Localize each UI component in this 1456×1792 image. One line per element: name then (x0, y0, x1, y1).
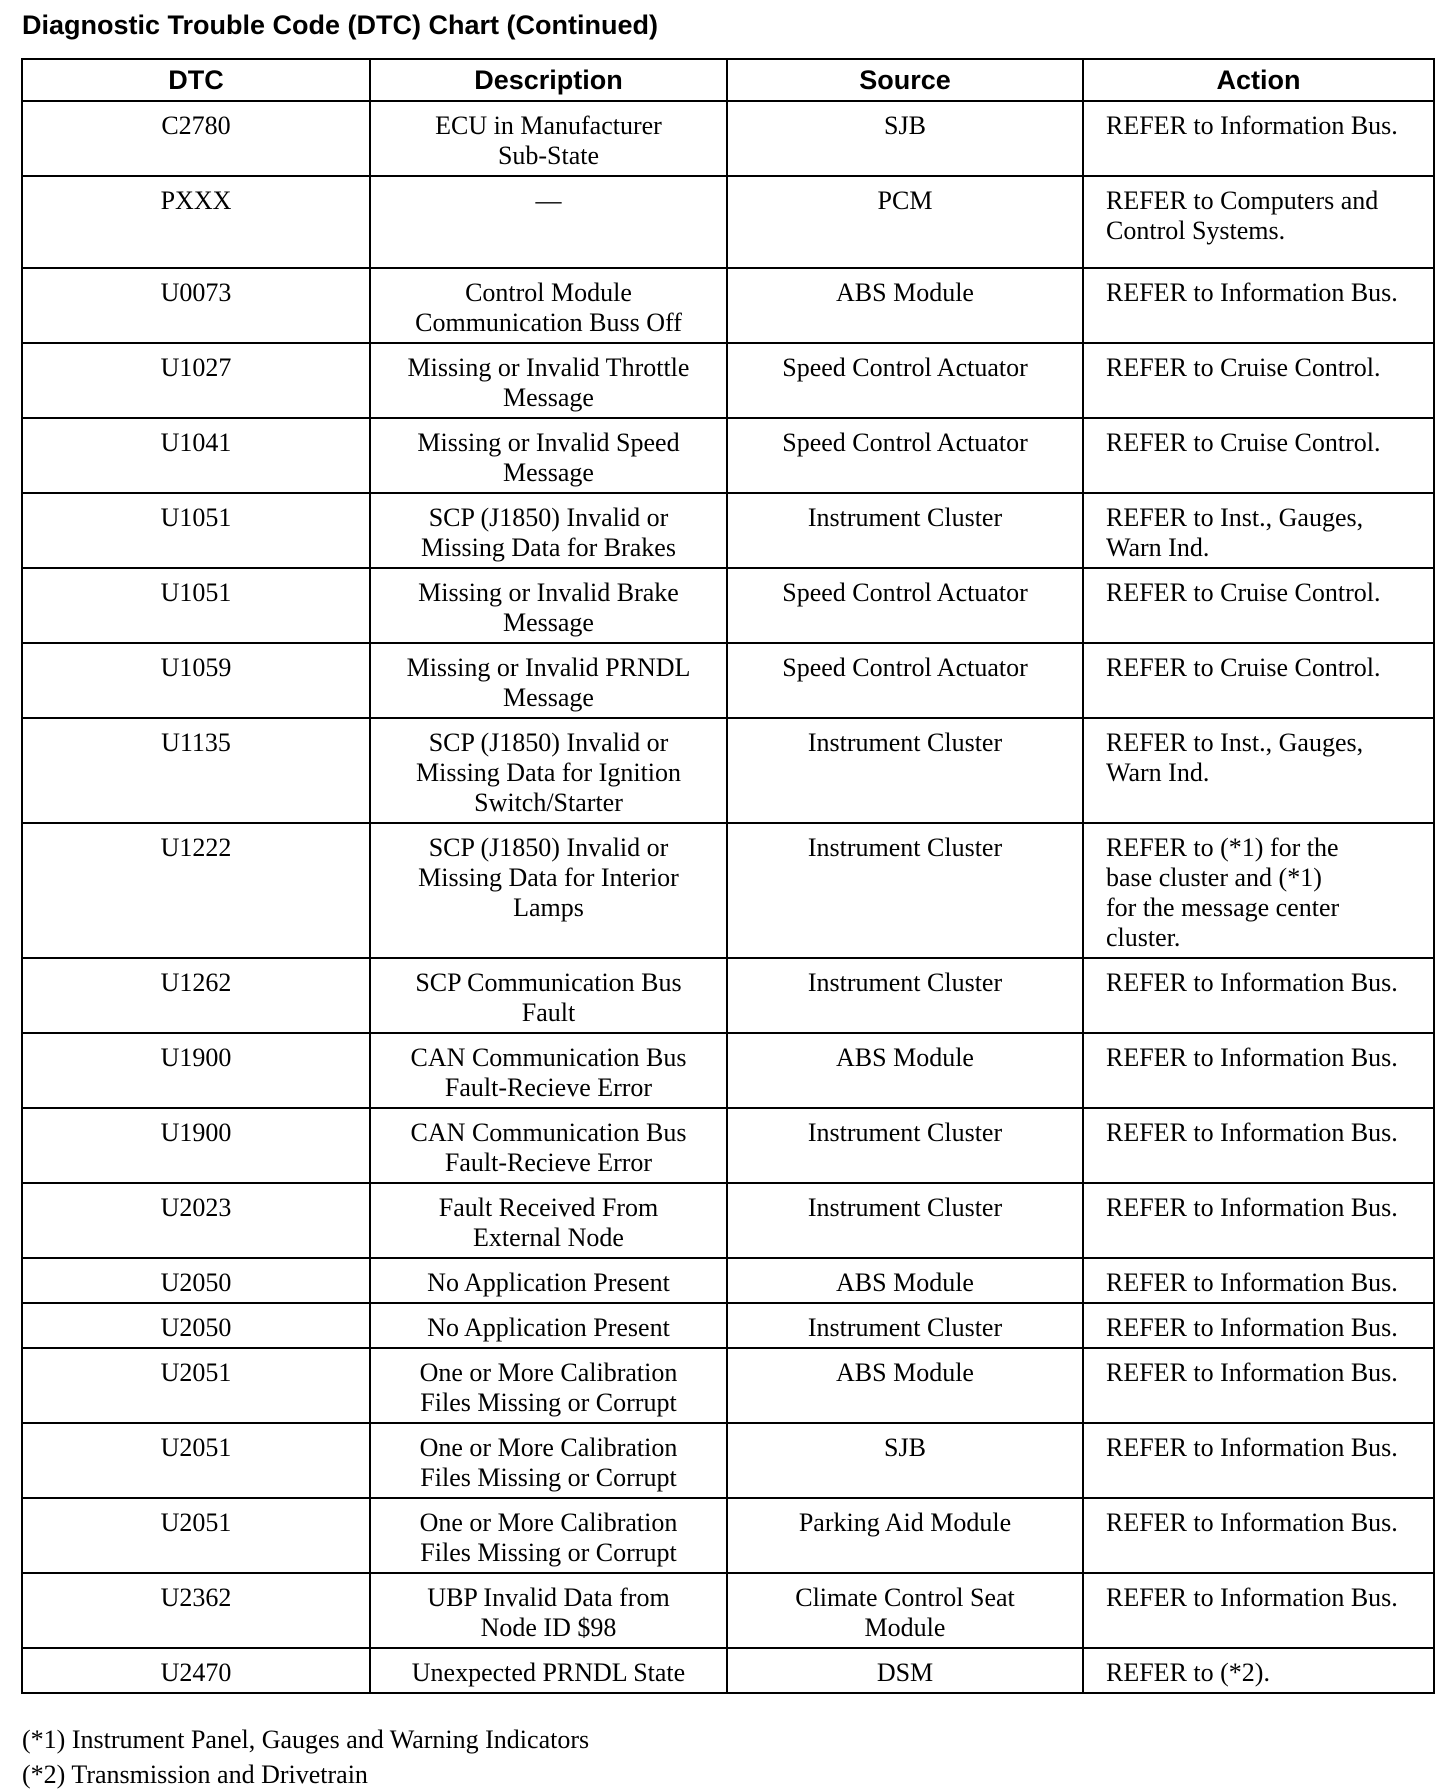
header-dtc: DTC (22, 59, 370, 101)
header-description: Description (370, 59, 727, 101)
dtc-cell: U2051 (22, 1348, 370, 1423)
source-cell: Instrument Cluster (727, 493, 1083, 568)
description-cell: Unexpected PRNDL State (370, 1648, 727, 1693)
dtc-cell: C2780 (22, 101, 370, 176)
description-cell: CAN Communication Bus Fault-Recieve Error (370, 1033, 727, 1108)
dtc-cell: U1262 (22, 958, 370, 1033)
table-row (22, 268, 1434, 343)
action-cell: REFER to Information Bus. (1083, 1183, 1434, 1258)
action-cell: REFER to (*1) for the base cluster and (*1) for the message center cluster. (1083, 823, 1434, 958)
action-cell: REFER to Information Bus. (1083, 1573, 1434, 1648)
action-cell: REFER to Cruise Control. (1083, 643, 1434, 718)
description-cell: One or More Calibration Files Missing or Corrupt (370, 1348, 727, 1423)
dtc-cell: U0073 (22, 268, 370, 343)
description-cell: ECU in Manufacturer Sub-State (370, 101, 727, 176)
action-cell: REFER to Inst., Gauges, Warn Ind. (1083, 718, 1434, 823)
table-row (22, 1648, 1434, 1693)
source-cell: SJB (727, 1423, 1083, 1498)
table-row (22, 493, 1434, 568)
dtc-table (21, 58, 1435, 1694)
source-cell: Instrument Cluster (727, 1108, 1083, 1183)
table-row (22, 1033, 1434, 1108)
description-cell: SCP (J1850) Invalid or Missing Data for Ignition Switch/Starter (370, 718, 727, 823)
source-cell: Speed Control Actuator (727, 343, 1083, 418)
footnotes (22, 1722, 589, 1792)
source-cell: Instrument Cluster (727, 958, 1083, 1033)
dtc-cell: U2470 (22, 1648, 370, 1693)
source-cell: ABS Module (727, 268, 1083, 343)
table-row (22, 718, 1434, 823)
table-row (22, 958, 1434, 1033)
table-row (22, 823, 1434, 958)
action-cell: REFER to Inst., Gauges, Warn Ind. (1083, 493, 1434, 568)
footnote-1: (*1) Instrument Panel, Gauges and Warning Indicators (22, 1725, 590, 1754)
source-cell: Climate Control Seat Module (727, 1573, 1083, 1648)
description-cell: Control Module Communication Buss Off (370, 268, 727, 343)
action-cell: REFER to Cruise Control. (1083, 568, 1434, 643)
source-cell: ABS Module (727, 1033, 1083, 1108)
table-row (22, 1303, 1434, 1348)
description-cell: No Application Present (370, 1303, 727, 1348)
table-row (22, 1498, 1434, 1573)
description-cell: Missing or Invalid Brake Message (370, 568, 727, 643)
table-row (22, 1108, 1434, 1183)
dtc-cell: U2051 (22, 1423, 370, 1498)
source-cell: Instrument Cluster (727, 1183, 1083, 1258)
description-cell: CAN Communication Bus Fault-Recieve Error (370, 1108, 727, 1183)
table-row (22, 343, 1434, 418)
description-cell: SCP Communication Bus Fault (370, 958, 727, 1033)
dtc-cell: U1135 (22, 718, 370, 823)
source-cell: ABS Module (727, 1348, 1083, 1423)
table-row (22, 1348, 1434, 1423)
description-cell: SCP (J1850) Invalid or Missing Data for Brakes (370, 493, 727, 568)
dtc-cell: PXXX (22, 176, 370, 268)
dtc-cell: U2362 (22, 1573, 370, 1648)
action-cell: REFER to Information Bus. (1083, 101, 1434, 176)
source-cell: Speed Control Actuator (727, 568, 1083, 643)
page-title: Diagnostic Trouble Code (DTC) Chart (Continued) (22, 10, 658, 40)
description-cell: No Application Present (370, 1258, 727, 1303)
description-cell: — (370, 176, 727, 268)
action-cell: REFER to Information Bus. (1083, 1303, 1434, 1348)
dtc-cell: U1222 (22, 823, 370, 958)
dtc-cell: U1059 (22, 643, 370, 718)
source-cell: Instrument Cluster (727, 823, 1083, 958)
source-cell: PCM (727, 176, 1083, 268)
action-cell: REFER to Information Bus. (1083, 1258, 1434, 1303)
source-cell: SJB (727, 101, 1083, 176)
action-cell: REFER to Information Bus. (1083, 1033, 1434, 1108)
dtc-cell: U2050 (22, 1303, 370, 1348)
description-cell: Missing or Invalid Throttle Message (370, 343, 727, 418)
source-cell: Instrument Cluster (727, 718, 1083, 823)
table-row (22, 643, 1434, 718)
source-cell: DSM (727, 1648, 1083, 1693)
action-cell: REFER to Cruise Control. (1083, 418, 1434, 493)
description-cell: One or More Calibration Files Missing or Corrupt (370, 1498, 727, 1573)
source-cell: Instrument Cluster (727, 1303, 1083, 1348)
table-row (22, 101, 1434, 176)
action-cell: REFER to Information Bus. (1083, 268, 1434, 343)
footnote-2: (*2) Transmission and Drivetrain (22, 1760, 368, 1789)
table-row (22, 1183, 1434, 1258)
source-cell: Speed Control Actuator (727, 418, 1083, 493)
header-source: Source (727, 59, 1083, 101)
description-cell: Missing or Invalid PRNDL Message (370, 643, 727, 718)
action-cell: REFER to Information Bus. (1083, 1498, 1434, 1573)
dtc-cell: U2023 (22, 1183, 370, 1258)
description-cell: UBP Invalid Data from Node ID $98 (370, 1573, 727, 1648)
action-cell: REFER to (*2). (1083, 1648, 1434, 1693)
dtc-cell: U2050 (22, 1258, 370, 1303)
table-header-row (22, 59, 1434, 101)
description-cell: SCP (J1850) Invalid or Missing Data for Interior Lamps (370, 823, 727, 958)
table-row (22, 568, 1434, 643)
dtc-cell: U1041 (22, 418, 370, 493)
dtc-cell: U1027 (22, 343, 370, 418)
dtc-cell: U1051 (22, 493, 370, 568)
dtc-cell: U1900 (22, 1108, 370, 1183)
action-cell: REFER to Cruise Control. (1083, 343, 1434, 418)
dtc-cell: U1900 (22, 1033, 370, 1108)
source-cell: Speed Control Actuator (727, 643, 1083, 718)
table-row (22, 1573, 1434, 1648)
dtc-cell: U1051 (22, 568, 370, 643)
action-cell: REFER to Information Bus. (1083, 1423, 1434, 1498)
table-row (22, 1258, 1434, 1303)
description-cell: Missing or Invalid Speed Message (370, 418, 727, 493)
action-cell: REFER to Information Bus. (1083, 1108, 1434, 1183)
description-cell: One or More Calibration Files Missing or Corrupt (370, 1423, 727, 1498)
action-cell: REFER to Information Bus. (1083, 958, 1434, 1033)
table-row (22, 176, 1434, 268)
source-cell: Parking Aid Module (727, 1498, 1083, 1573)
table-row (22, 1423, 1434, 1498)
dtc-cell: U2051 (22, 1498, 370, 1573)
action-cell: REFER to Computers and Control Systems. (1083, 176, 1434, 268)
header-action: Action (1083, 59, 1434, 101)
action-cell: REFER to Information Bus. (1083, 1348, 1434, 1423)
table-row (22, 418, 1434, 493)
description-cell: Fault Received From External Node (370, 1183, 727, 1258)
source-cell: ABS Module (727, 1258, 1083, 1303)
